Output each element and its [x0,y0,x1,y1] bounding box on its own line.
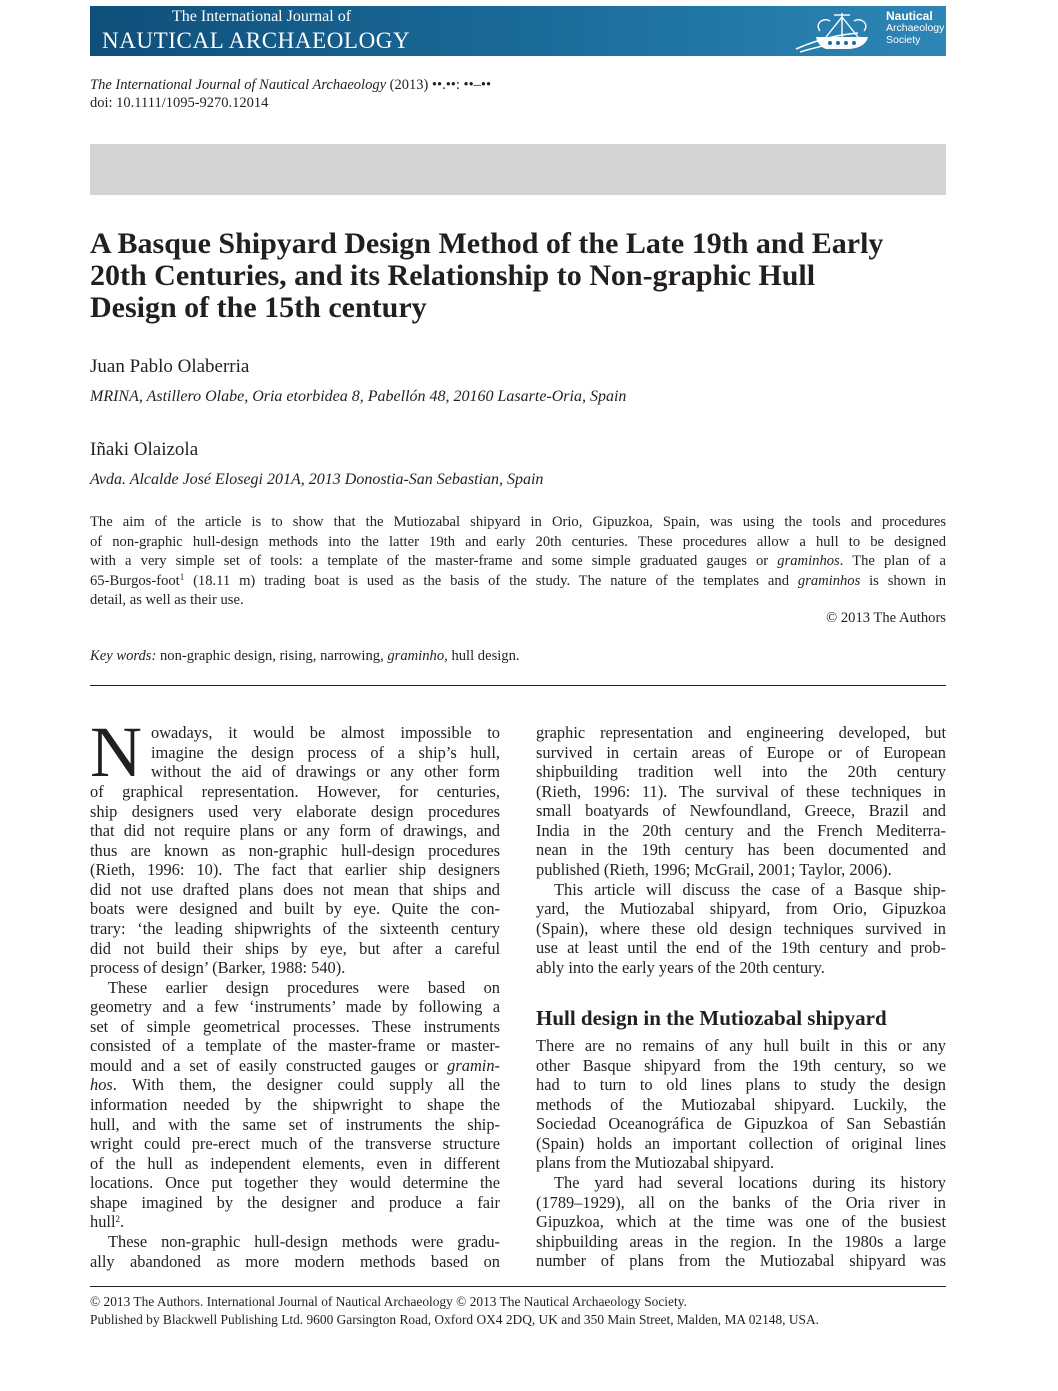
abstract-line: with a very simple set of tools: a template of the master-frame and some simple graduated gauges or graminhos. The plan of a [90,553,946,570]
body-line: boats were designed and built by eye. Quite the con- [90,899,500,919]
body-line: did not build their ships by eye, but after a careful [90,938,500,958]
body-line: hull, and with the same set of instruments the ship- [90,1114,500,1134]
body-line: did not use drafted plans does not mean that ships and [90,879,500,899]
body-line: hos. With them, the designer could supply all the [90,1075,500,1095]
body-line: graphic representation and engineering developed, but [536,723,946,742]
body-line: shape imagined by the designer and produce a fair [90,1192,500,1212]
abstract-line: of non-graphic hull-design methods into the latter 19th and early 20th centuries. These procedures allow a hull to be designed [90,533,946,550]
body-line: yard, the Mutiozabal shipyard, from Orio, Gipuzkoa [536,899,946,919]
body-line: shipbuilding areas in the region. In the 1980s a large [536,1231,946,1251]
body-line: trary: ‘the leading shipwrights of the sixteenth century [90,918,500,938]
body-line: (Rieth, 1996: 10). The fact that earlier ship designers [90,860,500,880]
abstract-line: detail, as well as their use. [90,592,244,609]
citation-volume: (2013) ••.••: ••–•• [386,77,492,93]
body-line: These non-graphic hull-design methods were gradu- [108,1231,500,1251]
body-line: wright could pre-erect much of the transverse structure [90,1134,500,1154]
society-wordmark [886,10,944,46]
abstract-line: 65-Burgos-foot$^1$ (18.11 m) trading boat is used as the basis of the study. The nature of the templates and graminhos is shown in [90,571,946,589]
journal-masthead [90,6,946,56]
body-right-column [536,723,946,977]
citation-block [90,76,491,112]
body-right-column-section [536,1036,946,1271]
body-line: geometry and a few ‘instruments’ made by following a [90,997,500,1017]
body-line: locations. Once put together they would determine the [90,1173,500,1193]
body-line: consisted of a template of the master-frame or master- [90,1036,500,1056]
article-title [90,228,970,324]
body-line: (Spain) holds an important collection of original lines [536,1133,946,1153]
author-affiliation: MRINA, Astillero Olabe, Oria etorbidea 8, Pabellón 48, 20160 Lasarte-Oria, Spain [90,388,627,405]
body-line: of graphical representation. However, for centuries, [90,782,500,801]
body-line: shipbuilding tradition well into the 20th century [536,762,946,782]
body-line: that did not require plans or any form of drawings, and [90,821,500,841]
body-line: These earlier design procedures were based on [108,977,500,997]
body-line: methods of the Mutiozabal shipyard. Luckily, the [536,1094,946,1114]
body-line: ably into the early years of the 20th century. [536,957,825,977]
body-line: India in the 20th century and the French Mediterra- [536,820,946,840]
title-line: 20th Centuries, and its Relationship to Non-graphic Hull [90,259,816,292]
journal-name-large: NAUTICAL ARCHAEOLOGY [102,28,411,53]
body-line: Sociedad Oceanográfica de Gipuzkoa of San Sebastián [536,1114,946,1134]
section-heading: Hull design in the Mutiozabal shipyard [536,1006,887,1030]
author-affiliation: Avda. Alcalde José Elosegi 201A, 2013 Donostia-San Sebastian, Spain [90,471,544,488]
body-line: survived in certain areas of Europe or of European [536,742,946,762]
abstract-copyright: © 2013 The Authors [826,610,946,626]
body-line: (Spain), where these old design techniques survived in [536,918,946,938]
footer-copyright: © 2013 The Authors. International Journal of Nautical Archaeology © 2013 The Nautical Archaeology Society. [90,1294,687,1309]
body-line: (Rieth, 1996: 11). The survival of these techniques in [536,781,946,801]
footer-publisher: Published by Blackwell Publishing Ltd. 9600 Garsington Road, Oxford OX4 2DQ, UK and 350 Main Street, Malden, MA 02148, USA. [90,1312,819,1327]
body-line: The yard had several locations during its history [554,1172,946,1192]
body-line: There are no remains of any hull built in this or any [536,1036,946,1055]
citation-journal: The International Journal of Nautical Archaeology [90,77,387,93]
society-line-3: Society [886,34,921,46]
body-line: thus are known as non-graphic hull-design procedures [90,840,500,860]
society-ship-logo-icon [790,9,882,53]
body-line: hull$^2$. [90,1212,125,1232]
body-line: of the hull as independent elements, even in different [90,1153,500,1173]
body-line: plans from the Mutiozabal shipyard. [536,1153,775,1173]
abstract-line: The aim of the article is to show that the Mutiozabal shipyard in Orio, Gipuzkoa, Spain, was using the tools and procedures [90,514,946,530]
society-line-2: Archaeology [886,22,945,34]
journal-name-small: The International Journal of [172,8,352,25]
title-line: Design of the 15th century [90,291,427,324]
title-line: A Basque Shipyard Design Method of the Late 19th and Early [90,227,884,260]
body-line: published (Rieth, 1996; McGrail, 2001; Taylor, 2006). [536,859,892,879]
page-footer [90,1293,819,1329]
body-line: use at least until the end of the 19th century and prob- [536,938,946,958]
keywords: Key words: non-graphic design, rising, narrowing, graminho, hull design. [90,648,520,664]
body-line: set of simple geometrical processes. These instruments [90,1016,500,1036]
body-line: other Basque shipyard from the 19th century, so we [536,1055,946,1075]
body-left-column-dropcap-lines [151,723,500,782]
society-line-1: Nautical [886,9,933,23]
footer-divider [90,1286,946,1287]
body-line: nean in the 19th century has been documented and [536,840,946,860]
keywords-label: Key words: [90,648,157,664]
gray-banner [90,144,946,195]
body-line: process of design’ (Barker, 1988: 540). [90,958,346,978]
body-line: information needed by the shipwright to shape the [90,1095,500,1114]
doi-line: doi: 10.1111/1095-9270.12014 [90,95,269,111]
author-name: Iñaki Olaizola [90,439,199,460]
body-line: imagine the design process of a ship’s hull, [151,742,500,762]
body-line: owadays, it would be almost impossible to [151,723,500,742]
body-line: small boatyards of Newfoundland, Greece, Brazil and [536,801,946,821]
body-line: ally abandoned as more modern methods based on [90,1251,500,1271]
drop-cap: N [90,712,142,792]
body-line: This article will discuss the case of a Basque ship- [554,879,946,899]
author-name: Juan Pablo Olaberria [90,356,250,377]
body-line: Gipuzkoa, which at the time was one of the busiest [536,1212,946,1232]
body-line: mould and a set of easily constructed gauges or gramin- [90,1055,500,1075]
body-line: had to turn to old lines plans to study the design [536,1075,946,1095]
citation-line [90,76,491,94]
body-left-column [90,782,500,1271]
body-line: number of plans from the Mutiozabal shipyard was [536,1251,946,1271]
section-divider [90,685,946,686]
body-line: ship designers used very elaborate design procedures [90,801,500,821]
body-line: (1789–1929), all on the banks of the Oria river in [536,1192,946,1212]
body-line: without the aid of drawings or any other form [151,762,500,782]
abstract [90,513,946,611]
